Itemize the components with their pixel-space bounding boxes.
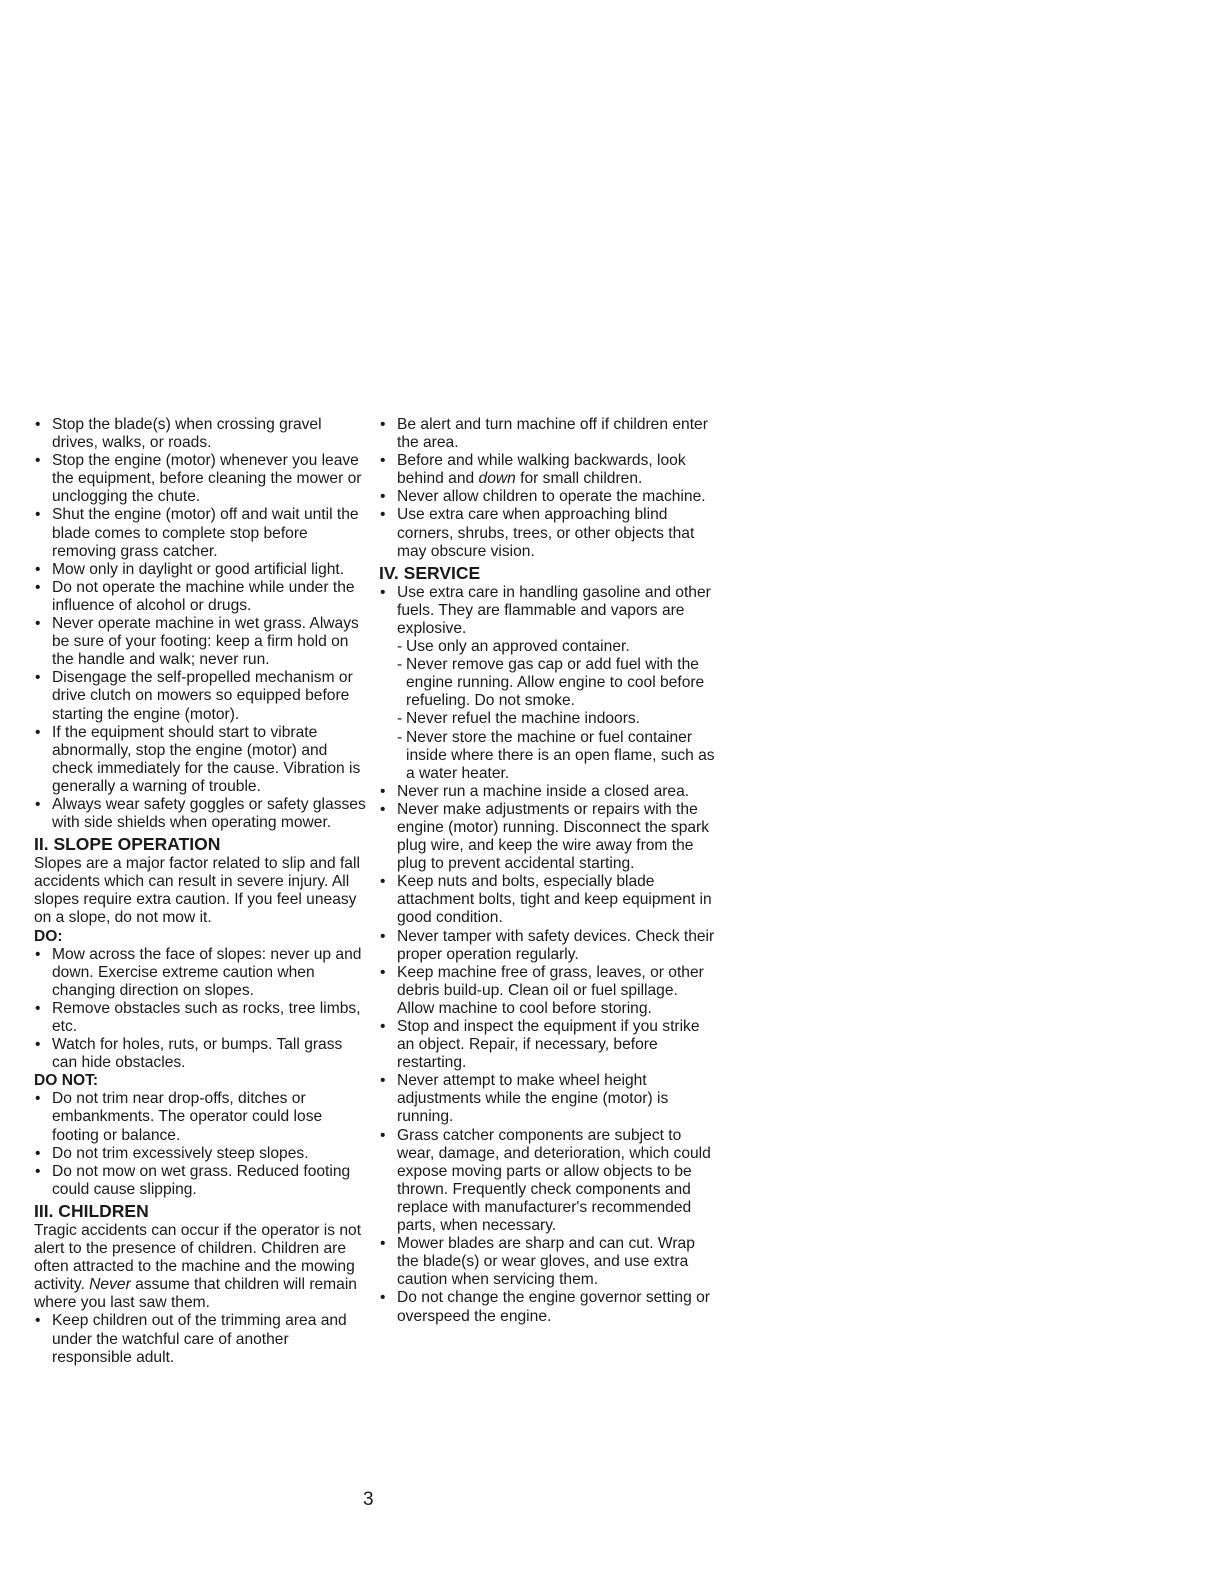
list-item: • Stop the blade(s) when crossing gravel drives, walks, or roads. <box>34 416 369 452</box>
list-item: • If the equipment should start to vibrate abnormally, stop the engine (motor) and check immediately for the cause. Vibration is generally a warning of trouble. <box>34 724 369 796</box>
fuel-intro-text: Use extra care in handling gasoline and other fuels. They are flammable and vapors are explosive. <box>397 583 711 637</box>
do-not-list <box>34 1090 369 1199</box>
children-intro-text: Tragic accidents can occur if the operator is not alert to the presence of children. Children are often attracted to the machine and the mowing activity. <box>34 1221 362 1294</box>
list-item: • Never tamper with safety devices. Check their proper operation regularly. <box>379 928 717 964</box>
do-not-label: DO NOT: <box>34 1072 99 1090</box>
list-item: • Shut the engine (motor) off and wait until the blade comes to complete stop before removing grass catcher. <box>34 506 369 560</box>
list-item: • Stop and inspect the equipment if you strike an object. Repair, if necessary, before restarting. <box>379 1018 717 1072</box>
list-item: • Keep machine free of grass, leaves, or other debris build-up. Clean oil or fuel spillage. Allow machine to cool before storing. <box>379 964 717 1018</box>
list-item <box>379 452 717 488</box>
list-item: • Be alert and turn machine off if children enter the area. <box>379 416 717 452</box>
list-item: • Disengage the self-propelled mechanism or drive clutch on mowers so equipped before starting the engine (motor). <box>34 669 369 723</box>
list-item: • Do not trim excessively steep slopes. <box>34 1145 369 1163</box>
list-item: • Mow across the face of slopes: never up and down. Exercise extreme caution when changing direction on slopes. <box>34 946 369 1000</box>
list-item <box>379 584 717 783</box>
list-item: • Keep children out of the trimming area and under the watchful care of another responsible adult. <box>34 1312 369 1366</box>
list-item: • Never operate machine in wet grass. Always be sure of your footing: keep a firm hold on the handle and walk; never run. <box>34 615 369 669</box>
operation-bullet-list <box>34 416 369 832</box>
list-item: • Stop the engine (motor) whenever you leave the equipment, before cleaning the mower or unclogging the chute. <box>34 452 369 506</box>
list-item: • Grass catcher components are subject to wear, damage, and deterioration, which could expose moving parts or allow objects to be thrown. Frequently check components and replace with manufacturer's recommended parts, when necessary. <box>379 1127 717 1236</box>
list-item: • Do not mow on wet grass. Reduced footing could cause slipping. <box>34 1163 369 1199</box>
left-column <box>34 416 369 1367</box>
slope-intro-paragraph: Slopes are a major factor related to slip and fall accidents which can result in severe injury. All slopes require extra caution. If you feel uneasy on a slope, do not mow it. <box>34 855 360 927</box>
sub-list-item: - Never refuel the machine indoors. <box>397 710 717 728</box>
children-intro-emphasis: Never <box>89 1276 131 1294</box>
children-intro-paragraph <box>34 1222 369 1312</box>
list-item: • Use extra care when approaching blind corners, shrubs, trees, or other objects that may obscure vision. <box>379 506 717 560</box>
list-item: • Never allow children to operate the machine. <box>379 488 717 506</box>
sub-list-item: - Use only an approved container. <box>397 638 717 656</box>
list-item: • Always wear safety goggles or safety glasses with side shields when operating mower. <box>34 796 369 832</box>
page-number: 3 <box>363 1489 374 1510</box>
list-item: • Mow only in daylight or good artificial light. <box>34 561 369 579</box>
list-item: • Keep nuts and bolts, especially blade attachment bolts, tight and keep equipment in good condition. <box>379 873 717 927</box>
fuel-sub-list <box>397 638 717 783</box>
backward-text: Before and while walking backwards, look behind and <box>397 452 686 488</box>
list-item: • Remove obstacles such as rocks, tree limbs, etc. <box>34 1000 369 1036</box>
do-label: DO: <box>34 927 63 945</box>
children-list-continued <box>379 416 717 561</box>
section-heading-slope-operation: II. SLOPE OPERATION <box>34 834 221 855</box>
backward-text-end: for small children. <box>515 470 643 488</box>
service-list <box>379 584 717 1326</box>
list-item: • Never attempt to make wheel height adjustments while the engine (motor) is running. <box>379 1072 717 1126</box>
sub-list-item: - Never store the machine or fuel container inside where there is an open flame, such as a water heater. <box>397 729 717 783</box>
children-intro-text-end: assume that children will remain where you last saw them. <box>34 1276 357 1312</box>
list-item: • Do not trim near drop-offs, ditches or embankments. The operator could lose footing or balance. <box>34 1090 369 1144</box>
sub-list-item: - Never remove gas cap or add fuel with the engine running. Allow engine to cool before refueling. Do not smoke. <box>397 656 717 710</box>
list-item: • Never make adjustments or repairs with the engine (motor) running. Disconnect the spark plug wire, and keep the wire away from the plug to prevent accidental starting. <box>379 801 717 873</box>
section-heading-service: IV. SERVICE <box>379 562 481 583</box>
list-item: • Never run a machine inside a closed area. <box>379 783 717 801</box>
do-list <box>34 946 369 1073</box>
list-item: • Do not operate the machine while under the influence of alcohol or drugs. <box>34 579 369 615</box>
list-item: • Watch for holes, ruts, or bumps. Tall grass can hide obstacles. <box>34 1036 369 1072</box>
backward-emphasis: down <box>478 470 516 488</box>
list-item: • Do not change the engine governor setting or overspeed the engine. <box>379 1289 717 1325</box>
section-heading-children: III. CHILDREN <box>34 1200 149 1221</box>
children-list <box>34 1312 369 1366</box>
right-column <box>379 416 717 1326</box>
list-item: • Mower blades are sharp and can cut. Wrap the blade(s) or wear gloves, and use extra caution when servicing them. <box>379 1235 717 1289</box>
